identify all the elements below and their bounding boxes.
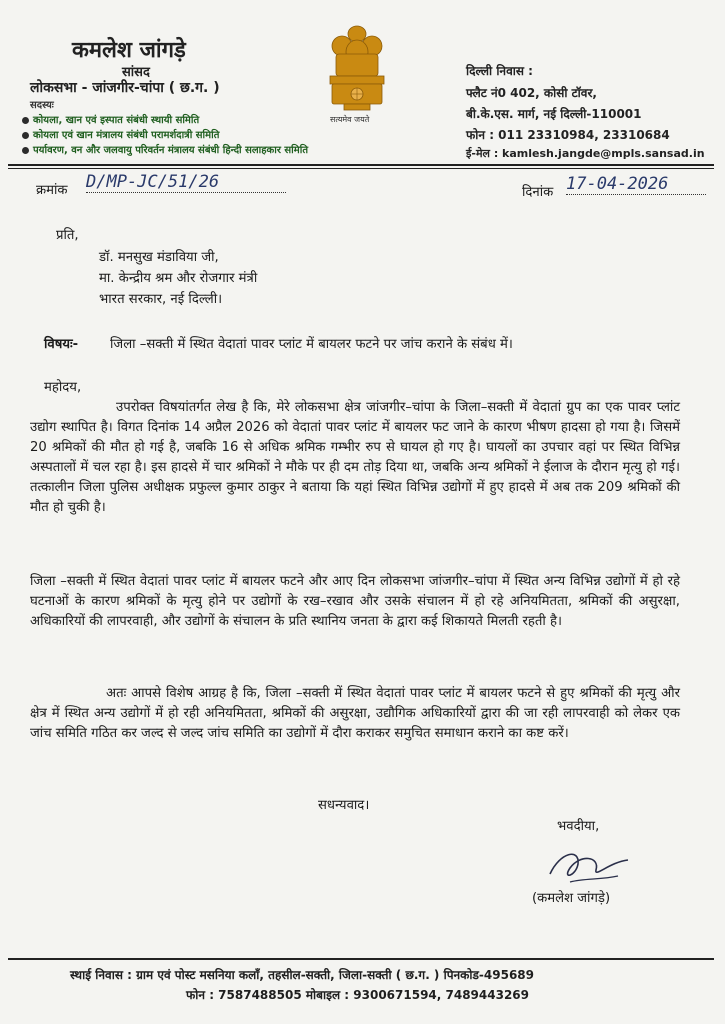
body-paragraph-3: अतः आपसे विशेष आग्रह है कि, जिला –सक्ती में स्थित वेदातां पावर प्लांट में बायलर फटने से हुए श्रमिकों की मृत्यु और क्षेत्र में स्थित अन्य उद्योगों में हो रही अनियमितता, श्रमिकों की असुरक्षा, उद्यौगिक अधिकारियों द्वारा की जा रही लापरवाही को लेकर एक जांच समिति गठित कर जल्द से जल्द जांच समिति का उद्योगों में दौरा कराकर समुचित समाधान कराने का कष्ट करें। [30, 686, 680, 741]
signatory-name: (कमलेश जांगड़े) [532, 891, 611, 906]
body-paragraph-2: जिला –सक्ती में स्थित वेदातां पावर प्लांट में बायलर फटने और आए दिन लोकसभा जांजगीर–चांपा में स्थित अन्य विभिन्न उद्योगों में हो रहे घटनाओं के कारण श्रमिकों के मृत्यु होने पर उद्योगों के रख–रखाव और उसके संचालन में हो रहे अनियमितता, श्रमिकों की असुरक्षा, अधिकारियों की लापरवाही, और उद्योगों के संचालन के प्रति स्थानिय जनता के द्वारा कई शिकायते मिलती रहती है। [30, 574, 680, 629]
signature-icon [540, 842, 635, 890]
recipient-org: भारत सरकार, नई दिल्ली। [99, 292, 223, 307]
delhi-address-label: दिल्ली निवास : [466, 64, 533, 78]
salutation: महोदय, [44, 380, 82, 395]
permanent-address: स्थाई निवास : ग्राम एवं पोस्ट मसनिया कलॉं, तहसील-सक्ती, जिला-सक्ती ( छ.ग. ) पिनकोड-495689 [70, 968, 534, 982]
subject-text: जिला –सक्ती में स्थित वेदातां पावर प्लांट में बायलर फटने पर जांच कराने के संबंध में। [110, 337, 513, 352]
mp-title: सांसद [122, 65, 150, 80]
committee-item: कोयला, खान एवं इस्पात संबंधी स्थायी समिति [22, 112, 199, 126]
committee-item: कोयला एवं खान मंत्रालय संबंधी परामर्शदात्री समिति [22, 127, 219, 141]
delhi-phone: फोन : 011 23310984, 23310684 [466, 128, 670, 142]
letter-date: 17-04-2026 [566, 174, 706, 195]
national-emblem-icon [322, 24, 392, 122]
bullet-icon [22, 132, 29, 139]
membership-label: सदस्यः [30, 100, 54, 111]
date-label: दिनांक [522, 185, 554, 200]
subject-label: विषयः- [44, 337, 79, 352]
reference-label: क्रमांक [36, 183, 68, 198]
footer-divider [8, 958, 714, 960]
header-divider-thin [8, 168, 714, 169]
recipient-name: डॉ. मनसुख मंडाविया जी, [99, 250, 219, 265]
header-divider [8, 164, 714, 166]
footer-phones: फोन : 7587488505 मोबाइल : 9300671594, 7489443269 [186, 988, 530, 1002]
mp-name: कमलेश जांगड़े [72, 38, 186, 63]
delhi-address-line1: फ्लैट नं0 402, कोसी टॉवर, [466, 86, 597, 100]
emblem-motto: सत्यमेव जयते [330, 115, 370, 124]
bullet-icon [22, 117, 29, 124]
reference-number: D/MP-JC/51/26 [86, 172, 286, 193]
bullet-icon [22, 147, 29, 154]
delhi-address-line2: बी.के.एस. मार्ग, नई दिल्ली-110001 [466, 107, 642, 121]
recipient-prefix: प्रति, [56, 228, 79, 243]
yours-text: भवदीया, [557, 819, 600, 834]
recipient-designation: मा. केन्द्रीय श्रम और रोजगार मंत्री [99, 271, 258, 286]
body-paragraph-1: उपरोक्त विषयांतर्गत लेख है कि, मेरे लोकसभा क्षेत्र जांजगीर–चांपा के जिला–सक्ती में वेदातां ग्रुप का एक पावर प्लांट उद्योग स्थापित है। विगत दिनांक 14 अप्रैल 2026 को वेदातां पावर प्लांट में बायलर फट जाने के कारण भीषण हादसा हो गया है। जिसमें 20 श्रमिकों की मौत हो गई है, जबकि 16 से अधिक श्रमिक गम्भीर रुप से घायल हो गए है। घायलों का उपचार वहां पर स्थित विभिन्न अस्पतालों में चल रहा है। इस हादसे में चार श्रमिकों ने मौके पर ही दम तोड़ दिया था, जबकि अन्य श्रमिकों ने ईलाज के दौरान मृत्यु हो गई। तत्कालीन जिला पुलिस अधीक्षक प्रफुल्ल कुमार ठाकुर ने बताया कि यहां स्थित विभिन्न उद्योगों में हुए हादसे में अब तक 209 श्रमिकों की मौत हो चुकी है। [30, 400, 680, 515]
delhi-email: ई-मेल : kamlesh.jangde@mpls.sansad.in [466, 147, 705, 160]
committee-item: पर्यावरण, वन और जलवायु परिवर्तन मंत्रालय संबंधी हिन्दी सलाहकार समिति [22, 142, 308, 156]
constituency: लोकसभा - जांजगीर-चांपा ( छ.ग. ) [30, 80, 220, 96]
thanks-text: सधन्यवाद। [318, 798, 370, 813]
